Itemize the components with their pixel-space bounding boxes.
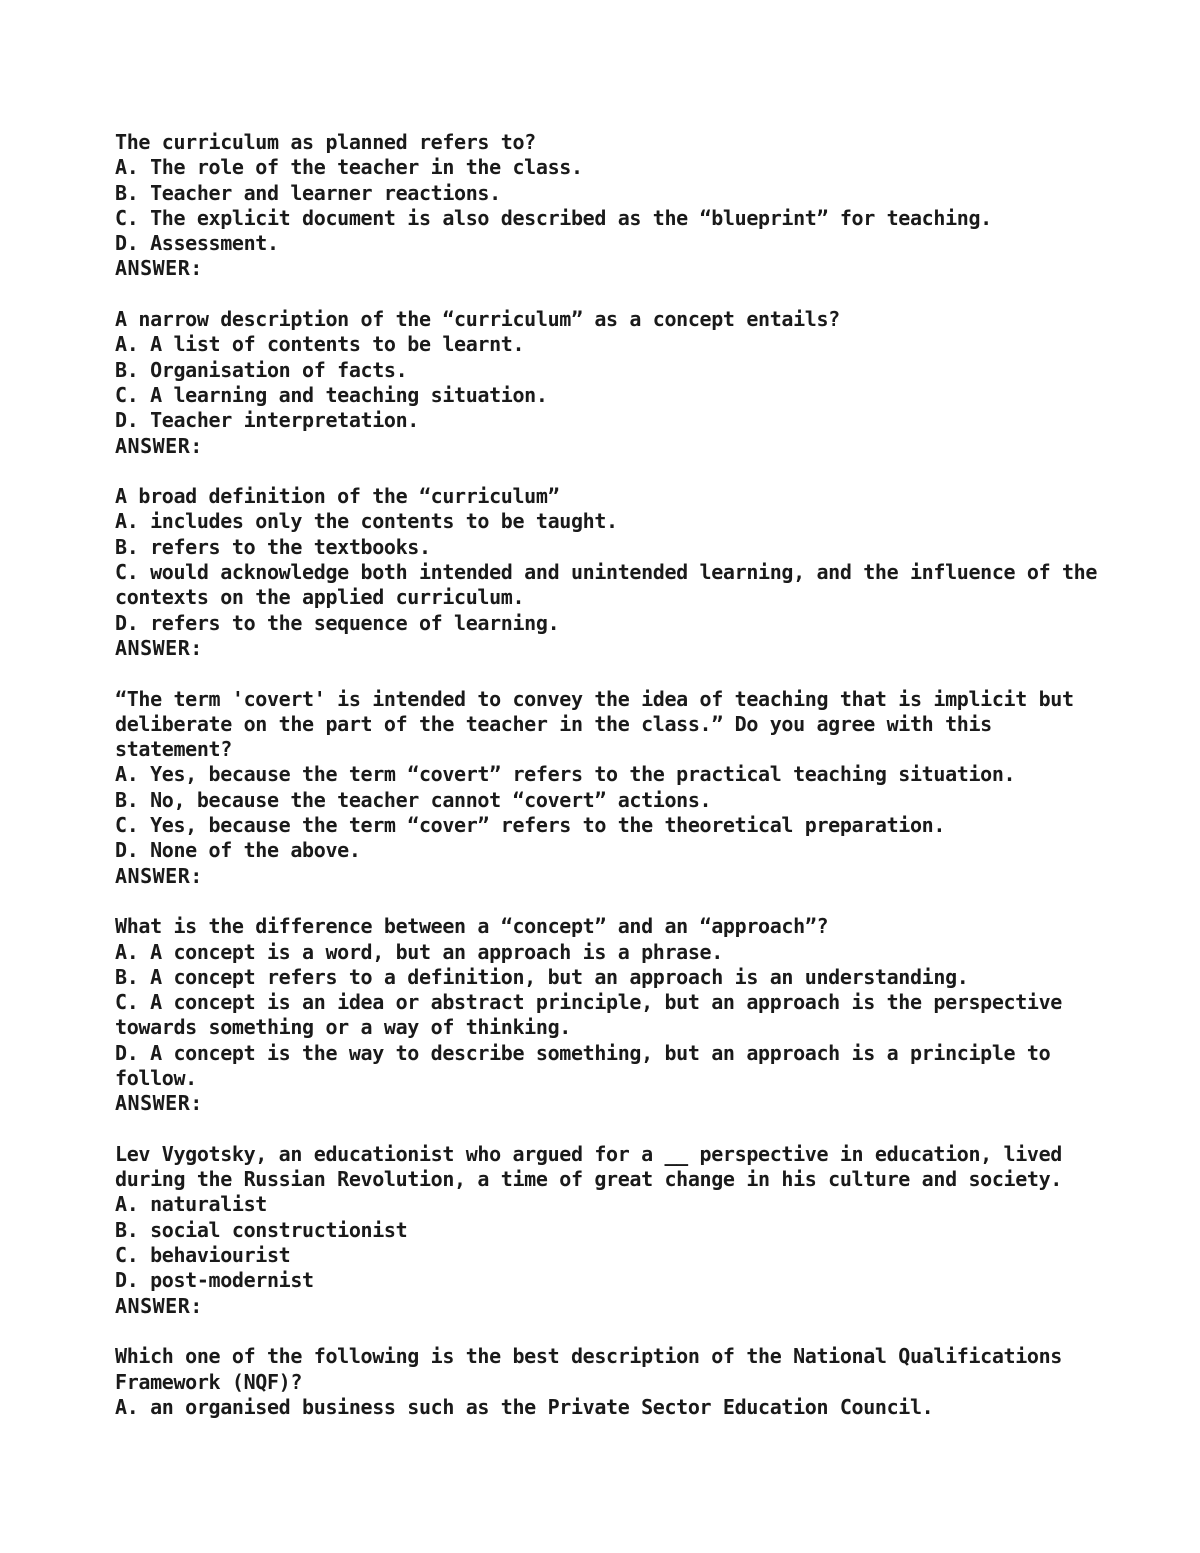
question-stem: A broad definition of the “curriculum” — [115, 484, 560, 509]
option-c: C. A concept is an idea or abstract principle, but an approach is the perspective towards something or a way of thinking. — [115, 990, 1074, 1040]
question-2 — [115, 307, 1105, 459]
option-d: D. refers to the sequence of learning. — [115, 610, 560, 635]
option-b: B. A concept refers to a definition, but an approach is an understanding. — [115, 964, 969, 989]
option-b: B. refers to the textbooks. — [115, 534, 431, 559]
question-stem: What is the difference between a “concept” and an “approach”? — [115, 914, 829, 939]
option-b: B. Teacher and learner reactions. — [115, 180, 501, 205]
question-4 — [115, 687, 1105, 889]
option-c: C. Yes, because the term “cover” refers to the theoretical preparation. — [115, 813, 946, 838]
option-c: C. would acknowledge both intended and unintended learning, and the influence of the contexts on the applied curriculum. — [115, 560, 1109, 610]
option-b: B. No, because the teacher cannot “covert” actions. — [115, 787, 712, 812]
option-d: D. None of the above. — [115, 838, 361, 863]
option-a: A. Yes, because the term “covert” refers to the practical teaching situation. — [115, 762, 1016, 787]
question-stem: The curriculum as planned refers to? — [115, 130, 536, 154]
question-5 — [115, 914, 1105, 1116]
option-c: C. The explicit document is also described as the “blueprint” for teaching. — [115, 205, 992, 230]
option-a: A. A list of contents to be learnt. — [115, 332, 525, 357]
option-d: D. A concept is the way to describe something, but an approach is a principle to follow. — [115, 1040, 1062, 1090]
option-a: A. includes only the contents to be taught. — [115, 509, 618, 534]
answer-label: ANSWER: — [115, 1293, 203, 1318]
option-d: D. post-modernist — [115, 1268, 314, 1293]
quiz-content — [115, 130, 1109, 1445]
answer-label: ANSWER: — [115, 256, 203, 281]
question-stem: “The term 'covert' is intended to convey the idea of teaching that is implicit but deliberate on the part of the teacher in the class.” Do you agree with this statement? — [115, 686, 1086, 762]
option-a: A. The role of the teacher in the class. — [115, 155, 583, 180]
answer-label: ANSWER: — [115, 863, 203, 888]
question-7 — [115, 1344, 1105, 1420]
option-c: C. A learning and teaching situation. — [115, 382, 548, 407]
question-stem: A narrow description of the “curriculum” as a concept entails? — [115, 307, 840, 332]
answer-label: ANSWER: — [115, 433, 203, 458]
question-stem: Lev Vygotsky, an educationist who argued for a __ perspective in education, lived during the Russian Revolution, a time of great change in his culture and society. — [115, 1141, 1074, 1192]
question-1 — [115, 130, 1105, 282]
answer-label: ANSWER: — [115, 635, 203, 660]
option-a: A. naturalist — [115, 1192, 267, 1217]
option-a: A. an organised business such as the Private Sector Education Council. — [115, 1394, 934, 1419]
question-stem: Which one of the following is the best description of the National Qualifications Framework (NQF)? — [115, 1344, 1074, 1394]
option-c: C. behaviourist — [115, 1243, 291, 1268]
option-d: D. Teacher interpretation. — [115, 408, 419, 433]
question-6 — [115, 1142, 1105, 1319]
option-d: D. Assessment. — [115, 231, 279, 256]
question-3 — [115, 484, 1109, 661]
option-b: B. Organisation of facts. — [115, 357, 408, 382]
answer-label: ANSWER: — [115, 1091, 203, 1116]
option-a: A. A concept is a word, but an approach is a phrase. — [115, 939, 723, 964]
option-b: B. social constructionist — [115, 1217, 408, 1242]
